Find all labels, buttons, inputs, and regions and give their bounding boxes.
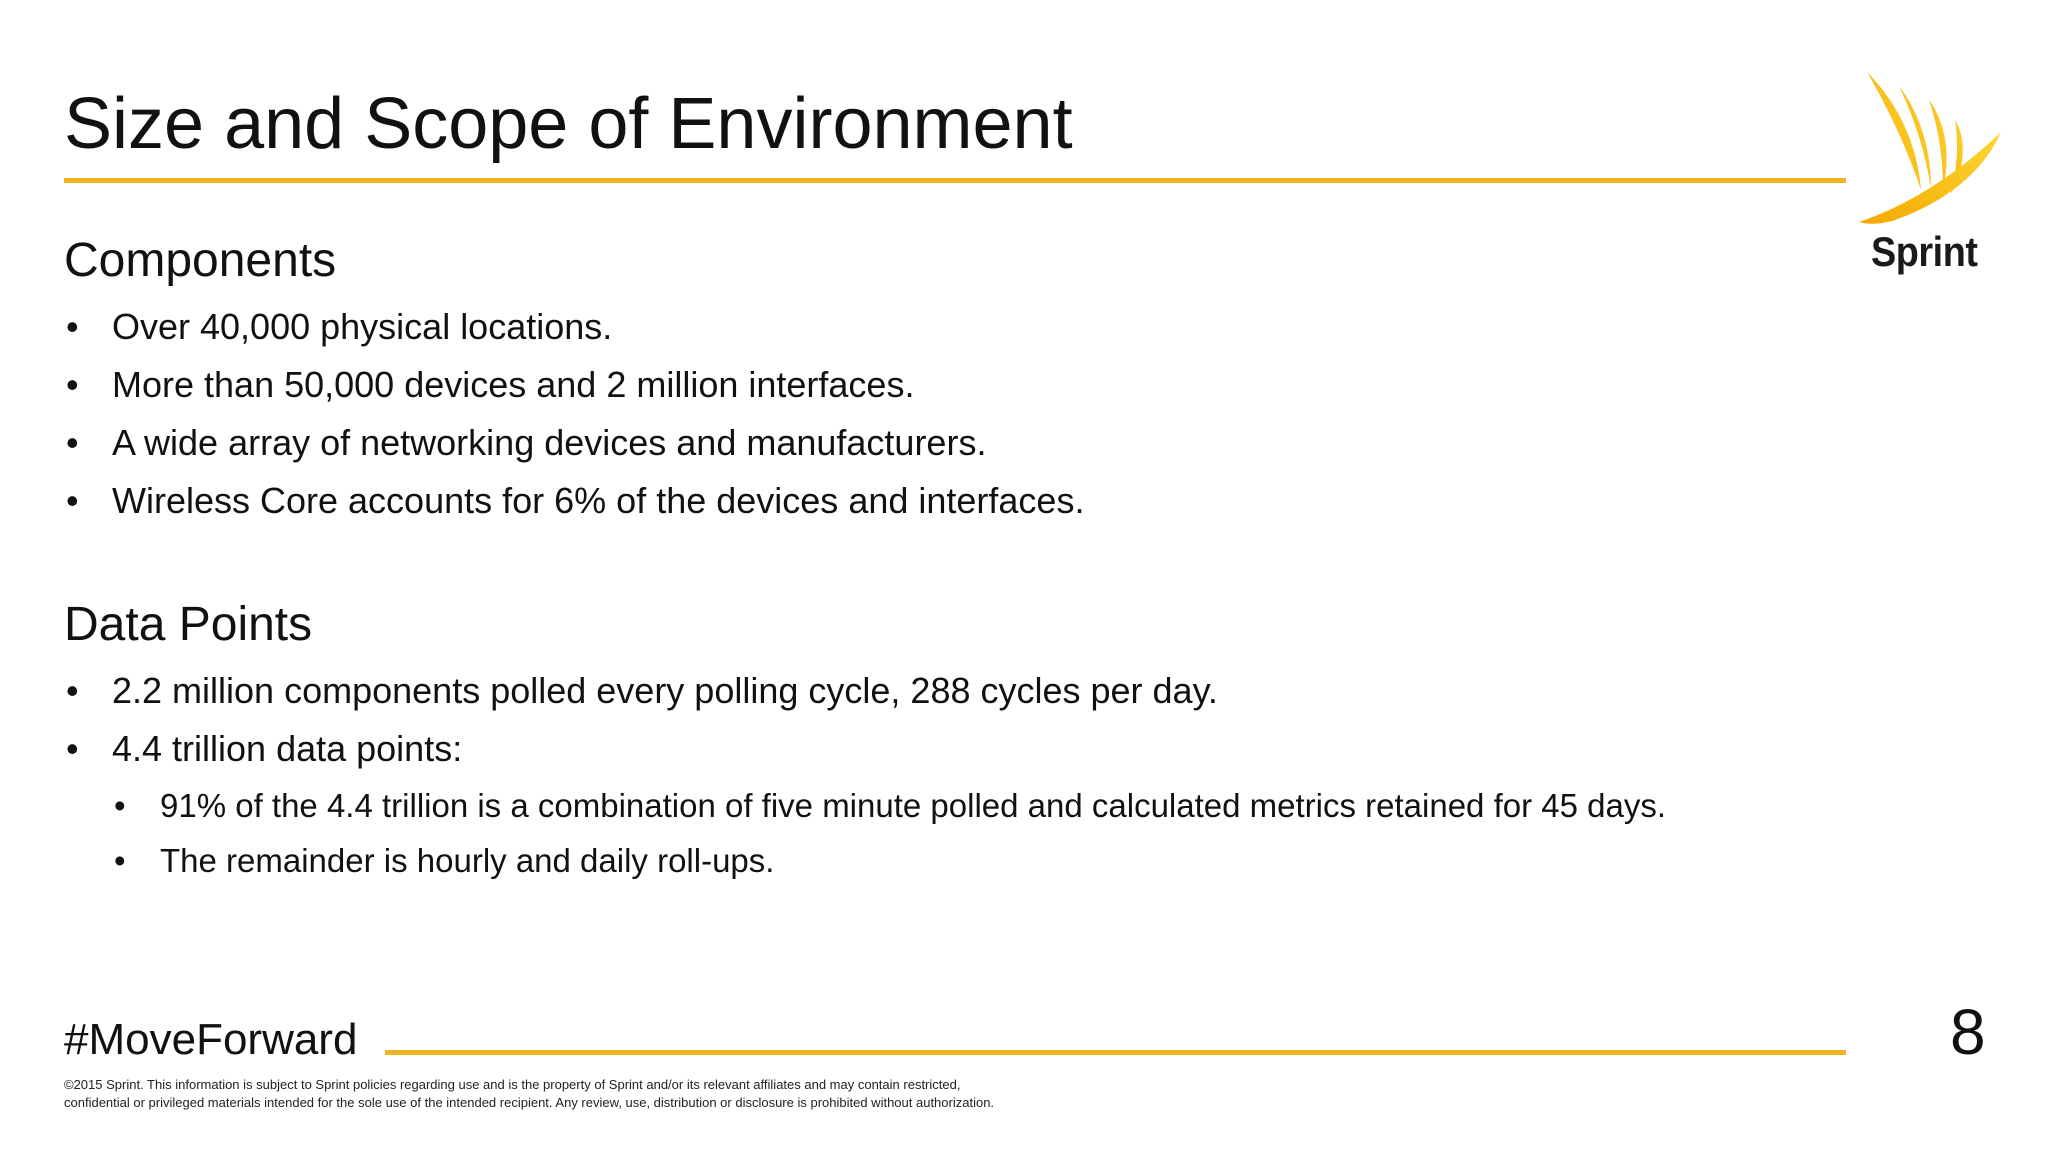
sub-list-item: [64, 833, 1824, 888]
sub-bullet-text: The remainder is hourly and daily roll-ups.: [160, 842, 775, 879]
list-item: [64, 720, 1824, 778]
sprint-logo-wordmark: Sprint: [1871, 228, 1978, 275]
bullet-icon: •: [66, 422, 79, 463]
footer-hashtag: #MoveForward: [64, 1015, 358, 1064]
page-number: 8: [1950, 996, 1986, 1068]
data-points-sub-list: [64, 778, 1824, 888]
title-divider: [64, 178, 1846, 183]
legal-disclaimer: [64, 1076, 994, 1112]
bullet-text: A wide array of networking devices and manufacturers.: [112, 422, 987, 463]
legal-line-1: ©2015 Sprint. This information is subject to Sprint policies regarding use and is the property of Sprint and/or its relevant affiliates and may contain restricted,: [64, 1077, 961, 1092]
footer-divider: [385, 1050, 1846, 1055]
sub-bullet-text: 91% of the 4.4 trillion is a combination of five minute polled and calculated metrics retained for 45 days.: [160, 787, 1666, 824]
bullet-icon: •: [66, 364, 79, 405]
components-heading: Components: [64, 234, 337, 287]
bullet-icon: •: [114, 787, 126, 824]
components-section: [64, 232, 1824, 530]
list-item: [64, 298, 1824, 356]
bullet-icon: •: [66, 480, 79, 521]
list-item: [64, 356, 1824, 414]
list-item: [64, 472, 1824, 530]
slide-title: Size and Scope of Environment: [64, 84, 1073, 164]
legal-line-2: confidential or privileged materials intended for the sole use of the intended recipient. Any review, use, distribution or disclosure is prohibited without authorization.: [64, 1095, 995, 1110]
bullet-text: 4.4 trillion data points:: [112, 728, 463, 769]
data-points-list: [64, 662, 1824, 778]
data-points-section: [64, 596, 1824, 888]
bullet-icon: •: [114, 842, 126, 879]
components-list: [64, 298, 1824, 530]
bullet-icon: •: [66, 306, 79, 347]
data-points-heading: Data Points: [64, 598, 313, 651]
list-item: [64, 414, 1824, 472]
bullet-icon: •: [66, 728, 79, 769]
sub-list-item: [64, 778, 1824, 833]
bullet-icon: •: [66, 670, 79, 711]
bullet-text: Wireless Core accounts for 6% of the devices and interfaces.: [112, 480, 1085, 521]
bullet-text: Over 40,000 physical locations.: [112, 306, 613, 347]
bullet-text: More than 50,000 devices and 2 million interfaces.: [112, 364, 915, 405]
bullet-text: 2.2 million components polled every polling cycle, 288 cycles per day.: [112, 670, 1218, 711]
list-item: [64, 662, 1824, 720]
